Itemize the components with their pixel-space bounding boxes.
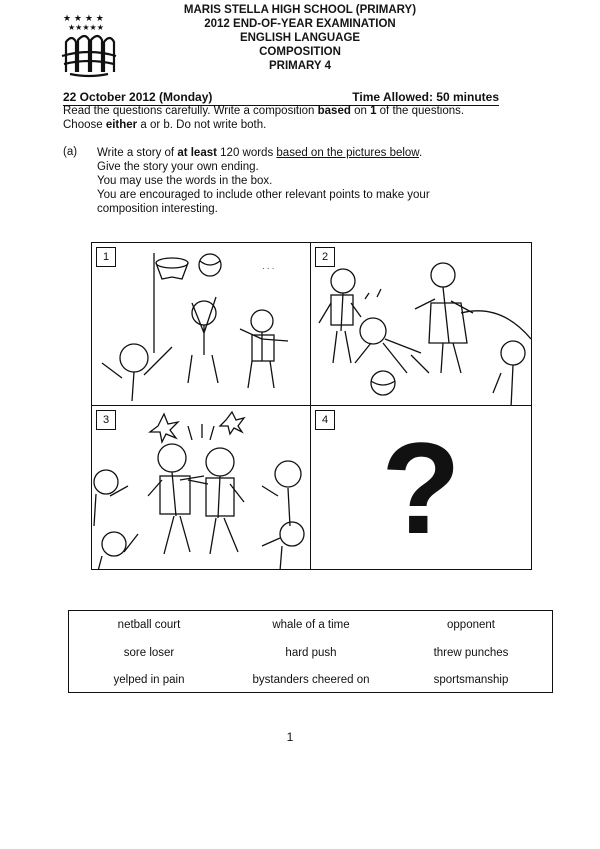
word-item: threw punches [433, 647, 509, 659]
question-a-line-4: You are encouraged to include other relevant points to make your [97, 189, 430, 201]
school-name: MARIS STELLA HIGH SCHOOL (PRIMARY) [183, 4, 417, 16]
helping-words-box [68, 610, 553, 693]
instruction-bold: 1 [370, 105, 377, 117]
question-a-line-1 [97, 146, 422, 160]
instruction-bold: either [105, 119, 138, 131]
word-item: yelped in pain [113, 674, 185, 686]
instruction-text: of the questions. [376, 105, 465, 117]
word-item: sportsmanship [433, 674, 509, 686]
question-a-line-5: composition interesting. [97, 203, 218, 215]
picture-panel-4 [310, 405, 532, 570]
question-text: 120 words [216, 147, 277, 159]
exam-date: 22 October 2012 (Monday) [63, 90, 213, 104]
picture-panel-3 [91, 405, 311, 570]
instruction-text: a or b. Do not write both. [137, 119, 267, 131]
time-allowed: Time Allowed: 50 minutes [352, 90, 499, 104]
panel-number-1: 1 [96, 247, 116, 267]
word-item: netball court [117, 619, 181, 631]
question-a-label: (a) [63, 146, 78, 158]
question-bold: at least [177, 147, 217, 159]
question-text: . [418, 147, 423, 159]
instruction-line-2 [63, 118, 266, 132]
question-text: Write a story of [97, 147, 178, 159]
page-number: 1 [286, 730, 294, 744]
word-item: bystanders cheered on [252, 674, 370, 686]
svg-text:★★★★★: ★★★★★ [68, 23, 104, 32]
panel-number-4: 4 [315, 410, 335, 430]
question-underline: based on the pictures below [276, 147, 419, 159]
instruction-text: Choose [63, 119, 106, 131]
question-a-line-2: Give the story your own ending. [97, 161, 259, 173]
question-mark-icon: ? [381, 414, 461, 561]
level-title: PRIMARY 4 [269, 60, 331, 72]
subject-title: ENGLISH LANGUAGE [239, 32, 361, 44]
picture-panel-1 [91, 242, 311, 407]
svg-text:· · ·: · · · [262, 264, 275, 273]
netball-game-illustration-icon [92, 243, 311, 407]
hard-push-fall-illustration-icon [311, 243, 532, 407]
panel-number-3: 3 [96, 410, 116, 430]
instruction-text: on [350, 105, 371, 117]
paper-title: COMPOSITION [259, 46, 341, 58]
exam-title: 2012 END-OF-YEAR EXAMINATION [204, 18, 396, 30]
word-item: hard push [285, 647, 337, 659]
question-a-line-3: You may use the words in the box. [97, 175, 273, 187]
word-item: sore loser [123, 647, 175, 659]
picture-panel-2 [310, 242, 532, 407]
svg-text:★ ★ ★ ★: ★ ★ ★ ★ [63, 14, 104, 24]
fight-bystanders-illustration-icon [92, 406, 311, 570]
word-item: whale of a time [272, 619, 350, 631]
instruction-line-1 [63, 104, 464, 118]
instruction-text: Read the questions carefully. Write a composition [63, 105, 318, 117]
panel-number-2: 2 [315, 247, 335, 267]
instruction-bold: based [317, 105, 351, 117]
word-item: opponent [447, 619, 495, 631]
